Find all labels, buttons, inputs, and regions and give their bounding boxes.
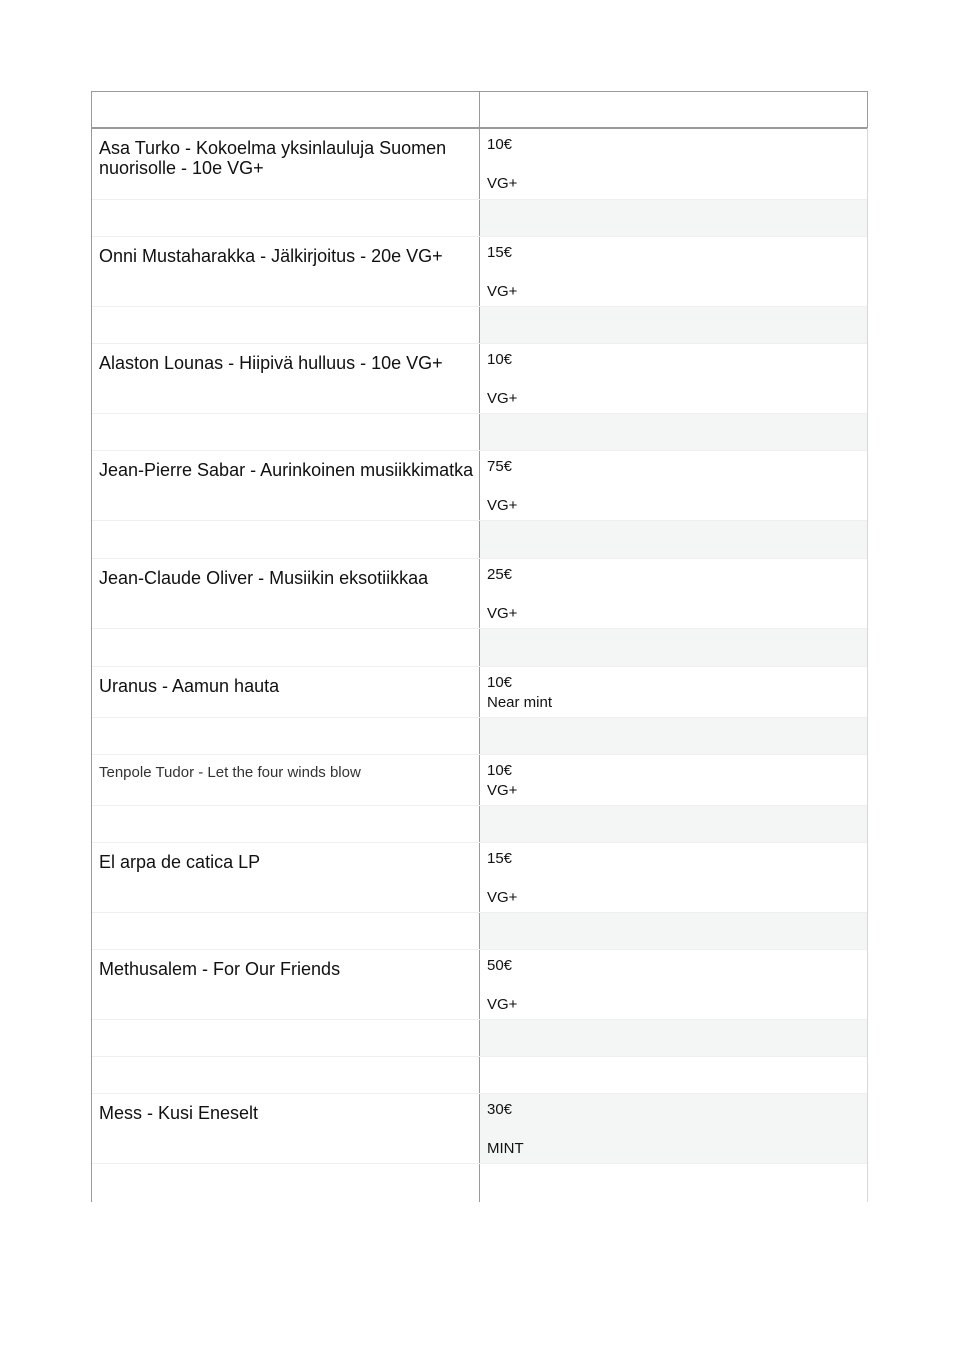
listing-condition: VG+: [487, 605, 518, 622]
listing-condition: MINT: [487, 1140, 524, 1157]
listing-price: 15€: [487, 850, 513, 867]
spacer-row: [92, 717, 867, 754]
listing-title: Alaston Lounas - Hiipivä hulluus - 10e VG+: [99, 353, 443, 373]
listing-price: 50€: [487, 957, 513, 974]
spacer-row: [92, 1019, 867, 1056]
spacer-cell: [480, 913, 867, 949]
details-cell: [480, 559, 867, 629]
table-right-border-light: [867, 128, 868, 1202]
details-cell: [480, 237, 867, 307]
details-cell: [480, 344, 867, 414]
listing-row: [92, 343, 867, 414]
spacer-row: [92, 306, 867, 343]
title-cell: [92, 755, 479, 806]
listing-title: El arpa de catica LP: [99, 852, 261, 872]
spacer-row: [92, 1163, 867, 1202]
details-cell: [480, 1094, 867, 1164]
listing-title: Tenpole Tudor - Let the four winds blow: [99, 764, 361, 781]
details-cell: [480, 129, 867, 199]
listing-condition: VG+: [487, 390, 518, 407]
spacer-cell: [480, 307, 867, 343]
listing-condition: VG+: [487, 889, 518, 906]
listing-condition: VG+: [487, 996, 518, 1013]
spacer-cell: [480, 200, 867, 236]
listing-title: Jean-Claude Oliver - Musiikin eksotiikkaa: [99, 568, 429, 588]
spacer-row: [92, 413, 867, 450]
title-cell: [92, 667, 479, 718]
details-cell: [480, 950, 867, 1020]
spacer-cell: [480, 629, 867, 666]
details-cell: [480, 755, 867, 806]
listing-price: 10€: [487, 762, 513, 779]
spacer-row: [92, 805, 867, 842]
listing-title: Mess - Kusi Eneselt: [99, 1103, 259, 1123]
spacer-row: [92, 199, 867, 236]
title-cell: [92, 451, 479, 521]
listing-price: 75€: [487, 458, 513, 475]
listing-row: [92, 949, 867, 1020]
listing-row: [92, 558, 867, 629]
listing-row: [92, 754, 867, 806]
listing-price: 30€: [487, 1101, 513, 1118]
title-cell: [92, 344, 479, 414]
listing-row: [92, 129, 867, 199]
listing-condition: Near mint: [487, 694, 553, 711]
listing-title: Methusalem - For Our Friends: [99, 959, 341, 979]
spacer-cell: [480, 521, 867, 558]
listing-price: 15€: [487, 244, 513, 261]
spacer-row: [92, 520, 867, 558]
spacer-cell: [480, 806, 867, 842]
header-row: [92, 92, 867, 127]
listing-price: 10€: [487, 351, 513, 368]
listing-row: [92, 1093, 867, 1164]
listing-condition: VG+: [487, 497, 518, 514]
listing-title: Jean-Pierre Sabar - Aurinkoinen musiikkimatka: [99, 460, 474, 480]
table-right-border: [867, 91, 868, 128]
details-cell: [480, 843, 867, 913]
spacer-row: [92, 628, 867, 666]
title-cell: [92, 129, 479, 199]
title-cell: [92, 843, 479, 913]
listing-condition: VG+: [487, 283, 518, 300]
listing-title: Asa Turko - Kokoelma yksinlauluja Suomen nuorisolle - 10e VG+: [99, 138, 447, 178]
details-cell: [480, 667, 867, 718]
spacer-cell: [480, 718, 867, 754]
listing-title: Uranus - Aamun hauta: [99, 676, 280, 696]
listing-price: 10€: [487, 674, 513, 691]
listing-row: [92, 450, 867, 521]
listing-row: [92, 842, 867, 913]
title-cell: [92, 950, 479, 1020]
listing-row: [92, 666, 867, 718]
spacer-cell: [480, 1020, 867, 1056]
spacer-row: [92, 1056, 867, 1093]
spacer-cell: [480, 414, 867, 450]
listing-title: Onni Mustaharakka - Jälkirjoitus - 20e VG+: [99, 246, 443, 266]
listing-condition: VG+: [487, 782, 518, 799]
listing-condition: VG+: [487, 175, 518, 192]
details-cell: [480, 451, 867, 521]
spacer-row: [92, 912, 867, 949]
title-cell: [92, 1094, 479, 1164]
title-cell: [92, 237, 479, 307]
title-cell: [92, 559, 479, 629]
listing-row: [92, 236, 867, 307]
listing-price: 25€: [487, 566, 513, 583]
listing-price: 10€: [487, 136, 513, 153]
